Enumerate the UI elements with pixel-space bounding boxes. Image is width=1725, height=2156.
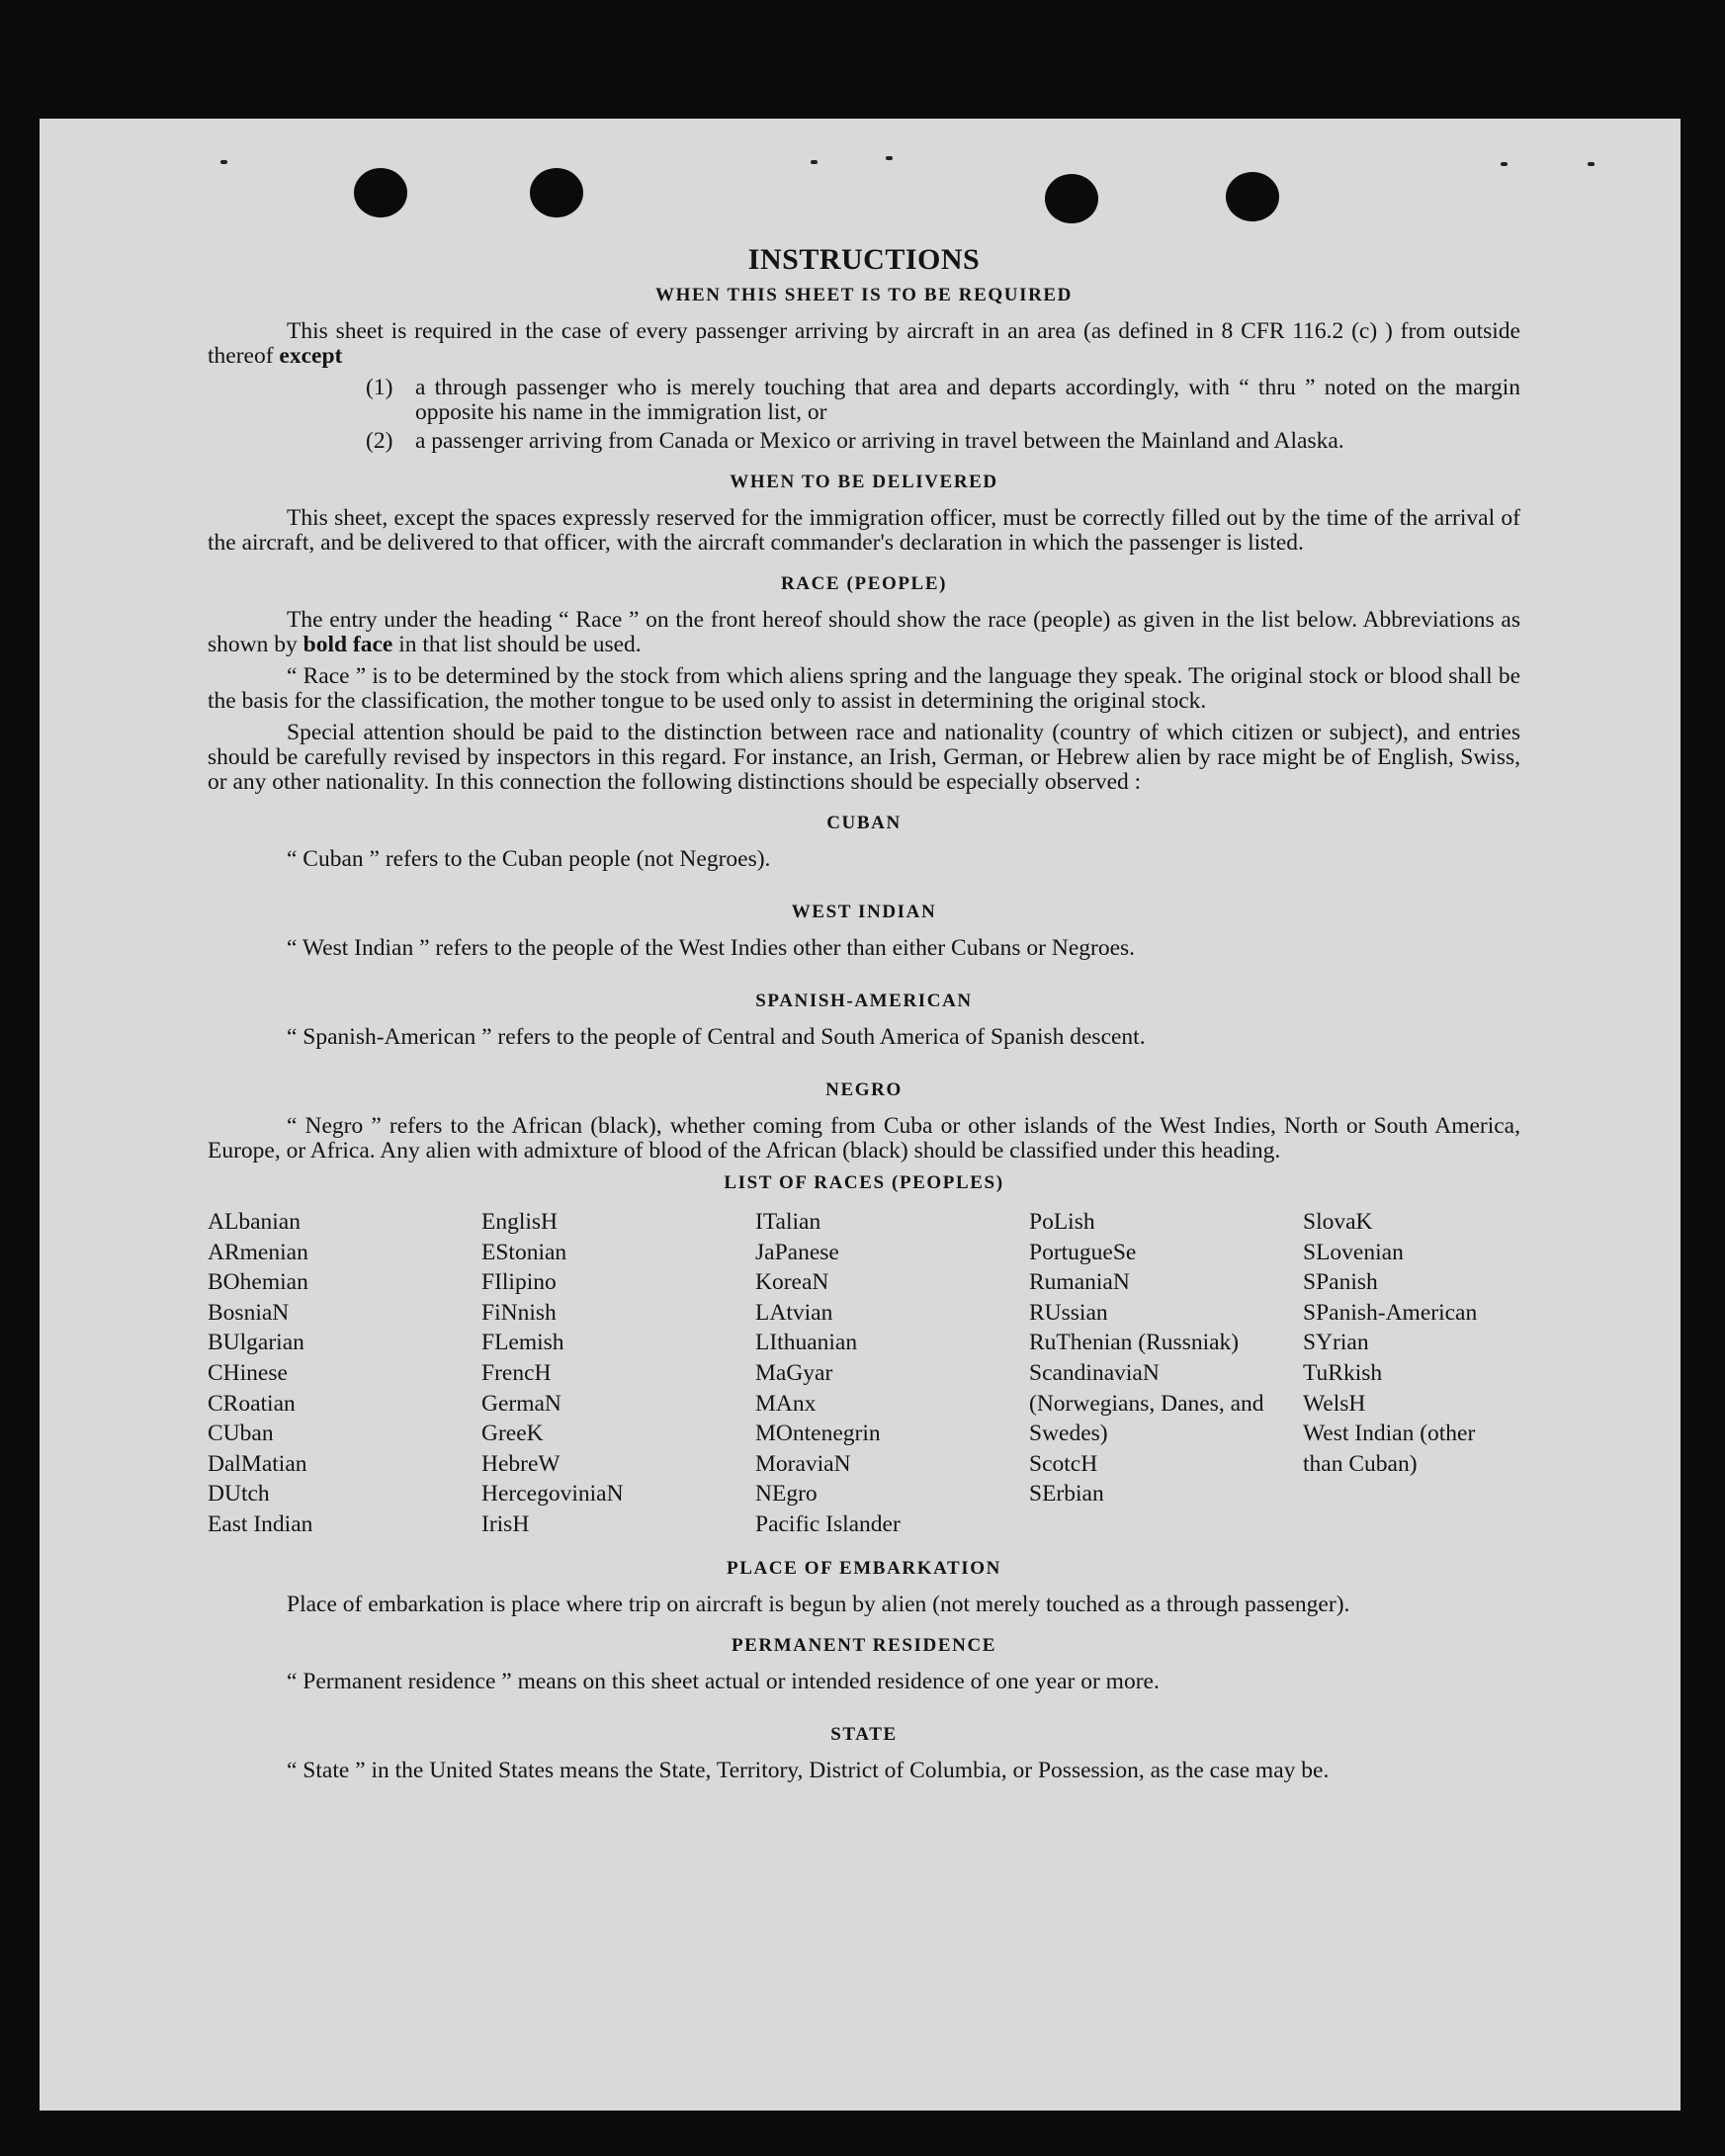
race-entry: East Indian — [208, 1510, 313, 1537]
races-column — [755, 1207, 1029, 1540]
section-heading: WEST INDIAN — [791, 902, 937, 922]
scan-speck — [811, 160, 818, 164]
list-item — [366, 429, 1520, 454]
race-entry: FIlipino — [481, 1269, 557, 1296]
race-entry: SPanish-American — [1303, 1299, 1478, 1326]
emphasis-text: bold face — [302, 632, 393, 657]
item-number: (1) — [366, 375, 393, 400]
race-entry: CUban — [208, 1421, 274, 1447]
punch-hole — [1045, 174, 1098, 223]
race-entry: GermaN — [481, 1390, 561, 1417]
race-entry: JaPanese — [755, 1239, 839, 1265]
race-entry: HebreW — [481, 1450, 561, 1477]
race-entry: SPanish — [1303, 1269, 1378, 1296]
race-entry: TuRkish — [1303, 1359, 1383, 1386]
race-entry: ScandinaviaN (Norwegians, Danes, and Swedes) — [1029, 1359, 1264, 1447]
race-entry: RUssian — [1029, 1299, 1108, 1326]
race-entry: LAtvian — [755, 1299, 833, 1326]
race-entry: Pacific Islander — [755, 1510, 901, 1537]
race-entry: SErbian — [1029, 1481, 1104, 1508]
section-heading: SPANISH-AMERICAN — [755, 991, 973, 1011]
punch-hole — [1226, 172, 1279, 221]
race-entry: NEgro — [755, 1481, 818, 1508]
page-title: INSTRUCTIONS — [747, 243, 981, 276]
emphasis-text: except — [279, 343, 343, 369]
race-entry: RuThenian (Russniak) — [1029, 1330, 1240, 1356]
race-entry: PoLish — [1029, 1209, 1095, 1235]
race-entry: West Indian (other than Cuban) — [1303, 1421, 1476, 1477]
paragraph: “ Permanent residence ” means on this sheet actual or intended residence of one year or more. — [287, 1668, 1160, 1694]
punch-hole — [530, 168, 583, 217]
race-entry: CRoatian — [208, 1390, 296, 1417]
race-entry: BOhemian — [208, 1269, 308, 1296]
race-entry: WelsH — [1303, 1390, 1366, 1417]
item-number: (2) — [366, 428, 393, 454]
paragraph-text: in that list should be used. — [398, 632, 642, 657]
race-entry: EnglisH — [481, 1209, 559, 1235]
race-entry: MOntenegrin — [755, 1421, 881, 1447]
race-entry: FLemish — [481, 1330, 564, 1356]
race-entry: DalMatian — [208, 1450, 307, 1477]
races-column — [481, 1207, 755, 1540]
race-entry: BosniaN — [208, 1299, 290, 1326]
races-column — [208, 1207, 481, 1540]
paragraph — [208, 319, 1520, 369]
race-entry: FiNnish — [481, 1299, 557, 1326]
scan-speck — [886, 156, 893, 160]
scan-speck — [220, 160, 227, 164]
race-entry: SlovaK — [1303, 1209, 1373, 1235]
section-heading: NEGRO — [825, 1079, 903, 1100]
race-entry: RumaniaN — [1029, 1269, 1130, 1296]
paragraph: Special attention should be paid to the distinction between race and nationality (country of which citizen or subject), and entries should be carefully revised by inspectors in this regard. For instance, an Irish, German, or Hebrew alien by race might be of English, Swiss, or any other nationality. In this connection the following distinctions should be especially observed : — [208, 720, 1520, 795]
section-heading: CUBAN — [826, 813, 902, 833]
race-entry: SLovenian — [1303, 1239, 1404, 1265]
paragraph: “ Negro ” refers to the African (black), whether coming from Cuba or other islands of the West Indies, North or South America, Europe, or Africa. Any alien with admixture of blood of the African (black) should be classified under this heading. — [208, 1113, 1520, 1164]
race-entry: DUtch — [208, 1481, 270, 1508]
race-entry: MoraviaN — [755, 1450, 851, 1477]
item-text: a through passenger who is merely touching that area and departs accordingly, with “ thru ” noted on the margin opposite his name in the immigration list, or — [415, 375, 1520, 425]
section-heading: RACE (PEOPLE) — [780, 573, 948, 594]
race-entry: GreeK — [481, 1421, 544, 1447]
paragraph-text: This sheet is required in the case of every passenger arriving by aircraft in an area (as defined in 8 CFR 116.2 (c) ) from outside thereof — [208, 318, 1520, 369]
scan-speck — [1501, 162, 1508, 166]
paragraph: “ Race ” is to be determined by the stock from which aliens spring and the language they speak. The original stock or blood shall be the basis for the classification, the mother tongue to be used only to assist in determining the original stock. — [208, 663, 1520, 714]
list-item — [366, 376, 1520, 425]
paragraph: “ Cuban ” refers to the Cuban people (not Negroes). — [287, 846, 771, 872]
races-list — [208, 1207, 1520, 1540]
paragraph-text: The entry under the heading “ Race ” on the front hereof should show the race (people) as given in the list below. Abbreviations as shown by — [208, 607, 1520, 657]
race-entry: EStonian — [481, 1239, 567, 1265]
race-entry: CHinese — [208, 1359, 288, 1386]
race-entry: PortugueSe — [1029, 1239, 1137, 1265]
instructions-text — [208, 243, 1520, 1790]
race-entry: FrencH — [481, 1359, 552, 1386]
section-heading: PERMANENT RESIDENCE — [731, 1634, 997, 1656]
paragraph: “ State ” in the United States means the State, Territory, District of Columbia, or Possession, as the case may be. — [287, 1757, 1330, 1783]
races-column — [1303, 1207, 1520, 1540]
race-entry: KoreaN — [755, 1269, 829, 1296]
race-entry: ARmenian — [208, 1239, 308, 1265]
paragraph — [208, 608, 1520, 657]
scan-speck — [1588, 162, 1595, 166]
paragraph: “ West Indian ” refers to the people of the West Indies other than either Cubans or Negroes. — [287, 935, 1136, 961]
race-entry: ALbanian — [208, 1209, 301, 1235]
race-entry: IrisH — [481, 1510, 530, 1537]
race-entry: BUlgarian — [208, 1330, 304, 1356]
punch-hole — [354, 168, 407, 217]
paragraph: “ Spanish-American ” refers to the people of Central and South America of Spanish descent. — [287, 1024, 1146, 1050]
race-entry: SYrian — [1303, 1330, 1369, 1356]
paragraph: This sheet, except the spaces expressly reserved for the immigration officer, must be correctly filled out by the time of the arrival of the aircraft, and be delivered to that officer, with the aircraft commander's declaration in which the passenger is listed. — [208, 505, 1520, 556]
race-entry: ITalian — [755, 1209, 821, 1235]
item-text: a passenger arriving from Canada or Mexico or arriving in travel between the Mainland and Alaska. — [415, 428, 1344, 454]
paragraph: Place of embarkation is place where trip on aircraft is begun by alien (not merely touched as a through passenger). — [287, 1591, 1350, 1617]
section-heading: WHEN TO BE DELIVERED — [730, 472, 998, 492]
section-heading: STATE — [830, 1723, 898, 1745]
race-entry: LIthuanian — [755, 1330, 858, 1356]
race-entry: MAnx — [755, 1390, 817, 1417]
section-heading: PLACE OF EMBARKATION — [727, 1557, 1001, 1579]
races-column — [1029, 1207, 1303, 1540]
race-entry: MaGyar — [755, 1359, 833, 1386]
race-entry: HercegoviniaN — [481, 1481, 624, 1508]
section-heading: LIST OF RACES (PEOPLES) — [724, 1172, 1004, 1193]
race-entry: ScotcH — [1029, 1450, 1098, 1477]
section-heading: WHEN THIS SHEET IS TO BE REQUIRED — [654, 285, 1074, 305]
